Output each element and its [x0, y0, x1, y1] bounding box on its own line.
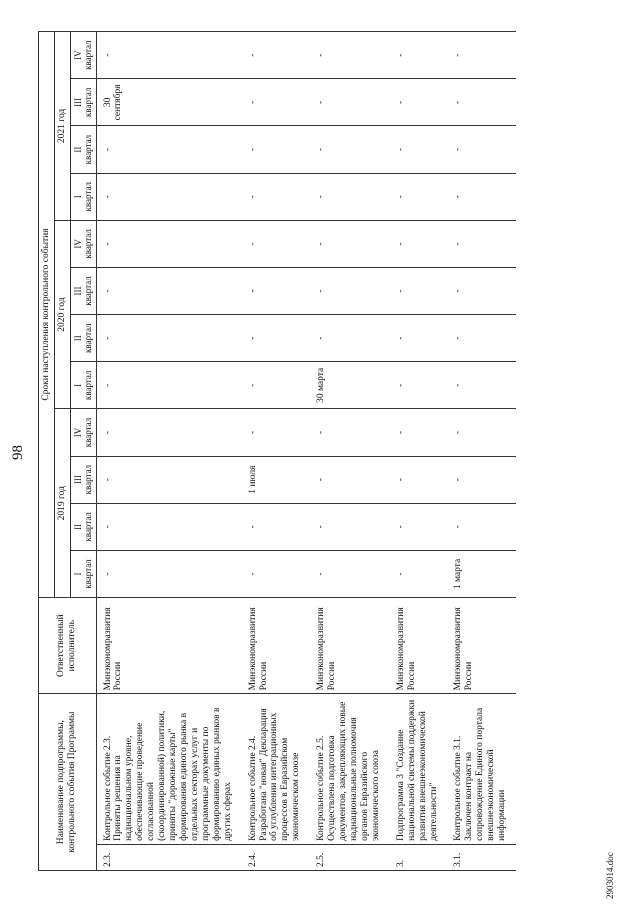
date-cell: - [96, 32, 242, 79]
date-cell: - [242, 126, 311, 173]
row-number: 2.3. [96, 844, 242, 870]
date-cell: - [96, 503, 242, 550]
quarter-header [70, 79, 96, 126]
quarter-word: квартал [83, 512, 94, 542]
date-cell: 1 марта [447, 550, 516, 597]
quarter-word: квартал [83, 134, 94, 165]
event-name: Контрольное событие 2.5. Осуществлена подготовка документов, закрепляющих новые наднациональные полномочия органов Евразийского экономического союза [310, 694, 390, 845]
event-name: Контрольное событие 3.1. Заключен контракт на сопровождение Единого портала внешнеэкономической информации [447, 694, 516, 845]
date-cell: - [242, 315, 311, 362]
date-cell: - [96, 409, 242, 456]
date-cell: - [447, 126, 516, 173]
date-cell: 30 сентября [96, 79, 242, 126]
quarter-header [70, 456, 96, 503]
quarter-number: III [72, 97, 83, 107]
quarter-header [70, 126, 96, 173]
quarter-word: квартал [83, 417, 94, 448]
control-events-table [38, 31, 516, 871]
page-number: 98 [10, 445, 26, 460]
quarter-number: IV [72, 239, 83, 249]
responsible-executor: Минэкономразвития России [310, 598, 390, 694]
date-cell: - [242, 550, 311, 597]
quarter-number: I [72, 572, 83, 576]
responsible-executor: Минэкономразвития России [390, 598, 448, 694]
date-cell: - [390, 32, 448, 79]
date-cell: - [310, 456, 390, 503]
quarter-header [70, 315, 96, 362]
quarter-word: квартал [83, 464, 94, 495]
date-cell: - [242, 409, 311, 456]
date-cell: - [390, 267, 448, 314]
date-cell: - [447, 362, 516, 409]
responsible-executor: Минэкономразвития России [447, 598, 516, 694]
date-cell: - [310, 315, 390, 362]
date-cell: - [242, 32, 311, 79]
quarter-header [70, 550, 96, 597]
quarter-word: квартал [83, 229, 94, 259]
date-cell: - [96, 362, 242, 409]
date-cell: - [96, 126, 242, 173]
quarter-word: квартал [83, 276, 94, 306]
header-year-2019: 2019 год [54, 409, 70, 598]
date-cell: - [242, 503, 311, 550]
quarter-header [70, 503, 96, 550]
quarter-number: IV [72, 50, 83, 60]
date-cell: - [390, 550, 448, 597]
header-year-2020: 2020 год [54, 220, 70, 409]
quarter-word: квартал [83, 40, 94, 70]
date-cell: - [242, 267, 311, 314]
date-cell: - [390, 220, 448, 267]
date-cell: - [242, 220, 311, 267]
date-cell: - [310, 409, 390, 456]
footer-file-code: 2903014.doc [605, 852, 615, 899]
date-cell: - [96, 456, 242, 503]
quarter-word: квартал [83, 559, 94, 589]
date-cell: - [447, 32, 516, 79]
quarter-number: II [72, 335, 83, 342]
quarter-word: квартал [83, 87, 94, 118]
date-cell: - [447, 409, 516, 456]
quarter-number: I [72, 383, 83, 387]
table-row [96, 32, 242, 871]
quarter-word: квартал [83, 323, 94, 353]
date-cell: - [447, 79, 516, 126]
quarter-word: квартал [83, 181, 94, 212]
date-cell: - [390, 315, 448, 362]
date-cell: - [310, 173, 390, 220]
date-cell: - [242, 173, 311, 220]
date-cell: - [447, 315, 516, 362]
date-cell: - [310, 32, 390, 79]
date-cell: - [310, 79, 390, 126]
table-row [310, 32, 390, 871]
date-cell: - [447, 456, 516, 503]
date-cell: - [390, 503, 448, 550]
date-cell: 1 июля [242, 456, 311, 503]
table-row [242, 32, 311, 871]
header-year-2021: 2021 год [54, 32, 70, 221]
quarter-word: квартал [83, 370, 94, 401]
event-name: Контрольное событие 2.4. Разработана "новая" Декларация об углублении интеграционных процессов в Евразийском экономическом союзе [242, 694, 311, 845]
date-cell: - [242, 362, 311, 409]
header-name: Наименование подпрограммы, контрольного события Программы [39, 694, 97, 871]
row-number: 2.5. [310, 844, 390, 870]
quarter-header [70, 220, 96, 267]
header-responsible: Ответственный исполнитель [39, 598, 97, 694]
date-cell: - [447, 267, 516, 314]
date-cell: - [96, 267, 242, 314]
date-cell: - [447, 503, 516, 550]
quarter-number: I [72, 195, 83, 199]
row-number: 2.4. [242, 844, 311, 870]
date-cell: - [390, 456, 448, 503]
table-row [447, 32, 516, 871]
date-cell: - [390, 362, 448, 409]
date-cell: - [447, 220, 516, 267]
quarter-number: III [72, 475, 83, 485]
event-name: Контрольное событие 2.3. Приняты решения на наднациональном уровне, обеспечивающие проведение согласованной (скоординированной) политики, приняты "дорожные карты" формирования единого рынка в отдельных секторах услуг и программные документы по формированию единых рынков в других сферах [96, 694, 242, 845]
date-cell: - [390, 173, 448, 220]
date-cell: - [96, 220, 242, 267]
date-cell: - [310, 503, 390, 550]
quarter-number: III [72, 286, 83, 296]
date-cell: - [242, 79, 311, 126]
date-cell: - [390, 409, 448, 456]
date-cell: - [96, 550, 242, 597]
responsible-executor: Минэкономразвития России [96, 598, 242, 694]
responsible-executor: Минэкономразвития России [242, 598, 311, 694]
quarter-number: II [72, 523, 83, 530]
date-cell: - [310, 550, 390, 597]
quarter-header [70, 362, 96, 409]
table-row [390, 32, 448, 871]
quarter-header [70, 409, 96, 456]
date-cell: - [447, 173, 516, 220]
quarter-header [70, 267, 96, 314]
row-number: 3. [390, 844, 448, 870]
date-cell: 30 марта [310, 362, 390, 409]
date-cell: - [390, 126, 448, 173]
date-cell: - [96, 173, 242, 220]
date-cell: - [390, 79, 448, 126]
quarter-number: IV [72, 427, 83, 438]
row-number: 3.1. [447, 844, 516, 870]
date-cell: - [310, 267, 390, 314]
quarter-number: II [72, 146, 83, 153]
quarter-header [70, 32, 96, 79]
event-name: Подпрограмма 3 "Создание национальной системы поддержки развития внешнеэкономической деятельности" [390, 694, 448, 845]
date-cell: - [96, 315, 242, 362]
table-body [96, 32, 516, 871]
date-cell: - [310, 126, 390, 173]
quarter-header [70, 173, 96, 220]
header-dates: Сроки наступления контрольного события [39, 32, 55, 598]
date-cell: - [310, 220, 390, 267]
